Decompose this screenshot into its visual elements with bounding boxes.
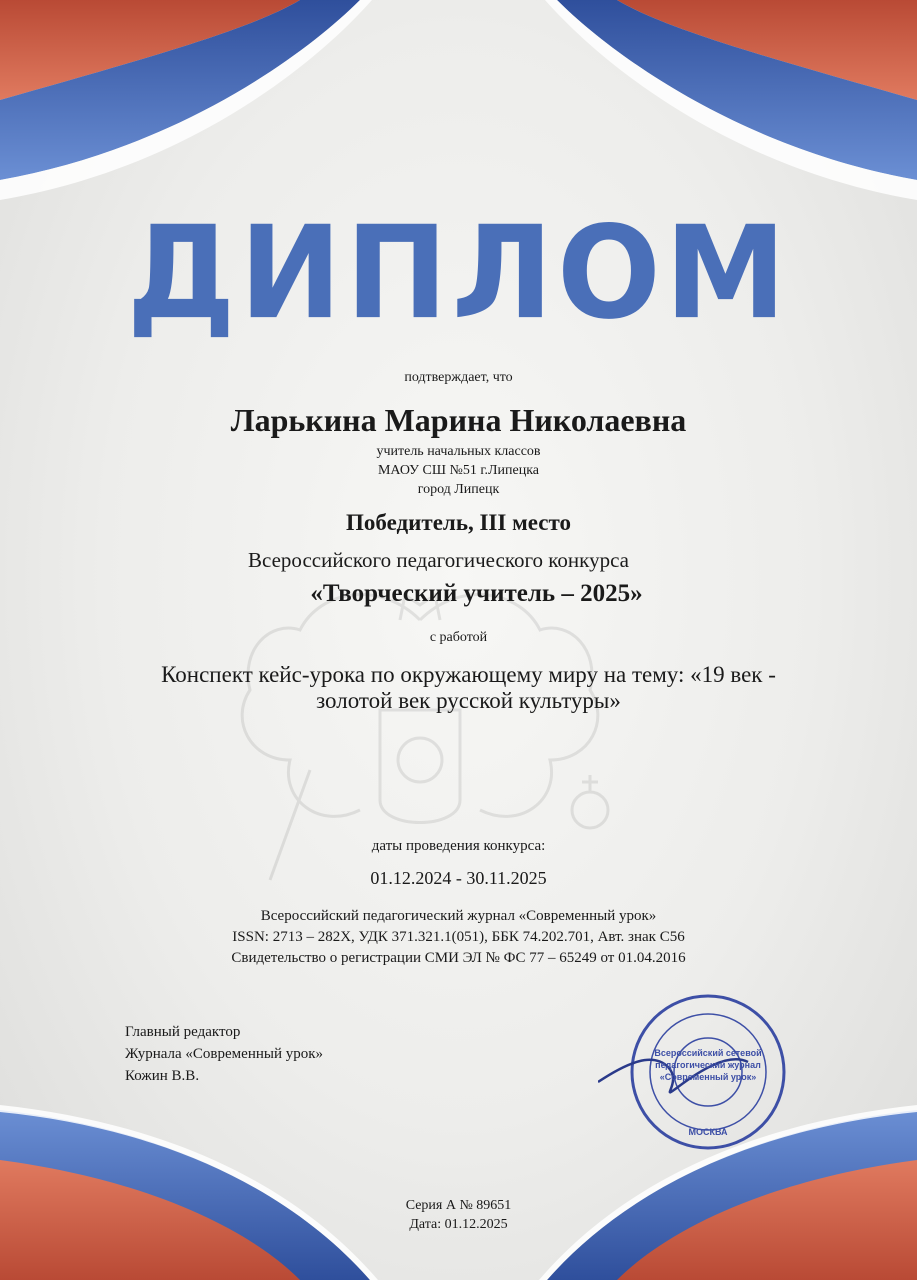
work-title: Конспект кейс-урока по окружающему миру на тему: «19 век - золотой век русской культуры» xyxy=(161,662,776,713)
work-label: с работой xyxy=(429,630,488,645)
editor-title: Главный редактор xyxy=(125,1024,241,1040)
dates-label: даты проведения конкурса: xyxy=(371,838,546,854)
contest-type: Всероссийского педагогического конкурса xyxy=(248,548,629,572)
recipient-name: Ларькина Марина Николаевна xyxy=(230,402,687,438)
journal-name: Всероссийский педагогический журнал «Современный урок» xyxy=(260,908,657,924)
stamp-line-3: «Современный урок» xyxy=(659,1072,757,1082)
recipient-school: МАОУ СШ №51 г.Липецка xyxy=(377,463,540,478)
journal-codes: ISSN: 2713 – 282X, УДК 371.321.1(051), ББК 74.202.701, Авт. знак С56 xyxy=(232,929,685,945)
top-wave-decoration xyxy=(0,0,917,210)
award-place: Победитель, III место xyxy=(346,510,571,535)
dates-range: 01.12.2024 - 30.11.2025 xyxy=(370,868,547,888)
stamp-line-1: Всероссийский сетевой xyxy=(654,1048,762,1058)
contest-name: «Творческий учитель – 2025» xyxy=(310,580,643,607)
recipient-position: учитель начальных классов xyxy=(376,444,541,459)
series-number: Серия А № 89651 xyxy=(405,1198,512,1213)
recipient-city: город Липецк xyxy=(417,482,500,497)
stamp-line-2: педагогический журнал xyxy=(655,1060,761,1070)
journal-stamp xyxy=(598,992,798,1162)
journal-registration: Свидетельство о регистрации СМИ ЭЛ № ФС 77 – 65249 от 01.04.2016 xyxy=(231,950,686,966)
editor-name: Кожин В.В. xyxy=(125,1068,200,1084)
confirms-text: подтверждает, что xyxy=(404,370,513,385)
issue-date: Дата: 01.12.2025 xyxy=(409,1217,508,1232)
stamp-city: МОСКВА xyxy=(688,1127,728,1137)
editor-journal: Журнала «Современный урок» xyxy=(125,1046,324,1062)
diploma-title: ДИПЛОМ xyxy=(126,198,791,348)
